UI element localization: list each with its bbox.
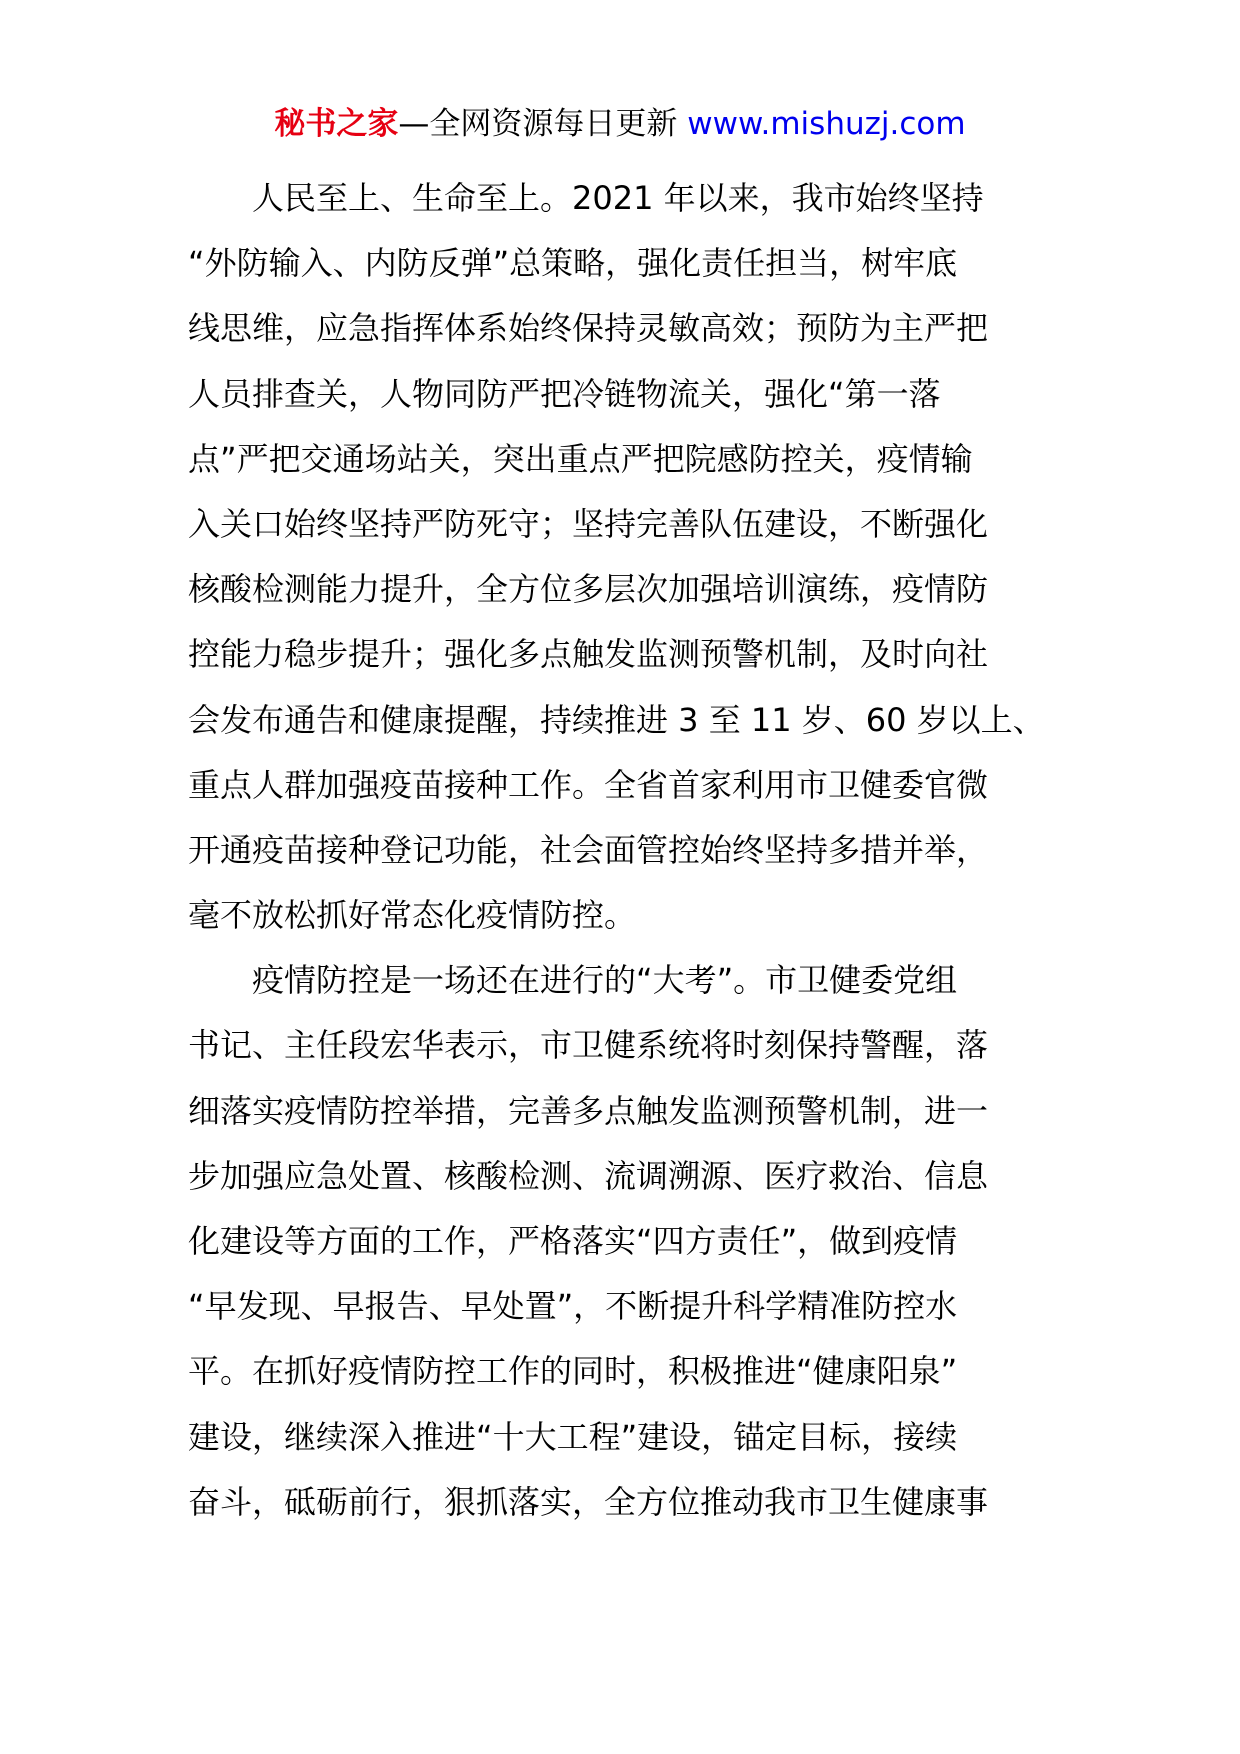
text-line: 化建设等方面的工作，严格落实“四方责任”，做到疫情 [188, 1222, 958, 1260]
text-line: 平。在抓好疫情防控工作的同时，积极推进“健康阳泉” [188, 1352, 958, 1391]
text-line: 会发布通告和健康提醒，持续推进 3 至 11 岁、60 岁以上、 [188, 700, 1045, 739]
document-body [188, 166, 1068, 1535]
text-line: 疫情防控是一场还在进行的“大考”。市卫健委党组 [252, 961, 958, 1000]
site-url-link[interactable]: www.mishuzj.com [687, 106, 966, 142]
header-tagline: —全网资源每日更新 [398, 106, 688, 142]
text-line: 细落实疫情防控举措，完善多点触发监测预警机制，进一 [188, 1091, 989, 1130]
brand-name: 秘书之家 [274, 106, 399, 142]
text-line: 核酸检测能力提升，全方位多层次加强培训演练，疫情防 [188, 570, 989, 609]
text-line: 点”严把交通场站关，突出重点严把院感防控关，疫情输 [188, 439, 973, 478]
text-line: 控能力稳步提升；强化多点触发监测预警机制，及时向社 [188, 635, 989, 674]
text-line: 开通疫苗接种登记功能，社会面管控始终坚持多措并举， [188, 830, 989, 869]
text-line: 线思维，应急指挥体系始终保持灵敏高效；预防为主严把 [188, 309, 989, 348]
text-line: 入关口始终坚持严防死守；坚持完善队伍建设，不断强化 [188, 504, 989, 543]
text-line: 奋斗，砥砺前行，狠抓落实，全方位推动我市卫生健康事 [188, 1482, 989, 1521]
text-line: 毫不放松抓好常态化疫情防控。 [188, 896, 637, 935]
paragraph-2 [188, 948, 1068, 1535]
text-line: 人员排查关，人物同防严把冷链物流关，强化“第一落 [188, 374, 941, 413]
text-line: “外防输入、内防反弹”总策略，强化责任担当，树牢底 [188, 244, 958, 283]
page-header [0, 100, 1240, 148]
text-line: 人民至上、生命至上。2021 年以来，我市始终坚持 [252, 179, 984, 217]
text-line: 重点人群加强疫苗接种工作。全省首家利用市卫健委官微 [188, 765, 989, 804]
text-line: “早发现、早报告、早处置”，不断提升科学精准防控水 [188, 1287, 958, 1326]
text-line: 书记、主任段宏华表示，市卫健系统将时刻保持警醒，落 [188, 1026, 989, 1065]
text-line: 步加强应急处置、核酸检测、流调溯源、医疗救治、信息 [188, 1156, 989, 1195]
paragraph-1 [188, 166, 1068, 948]
text-line: 建设，继续深入推进“十大工程”建设，锚定目标，接续 [188, 1417, 958, 1456]
